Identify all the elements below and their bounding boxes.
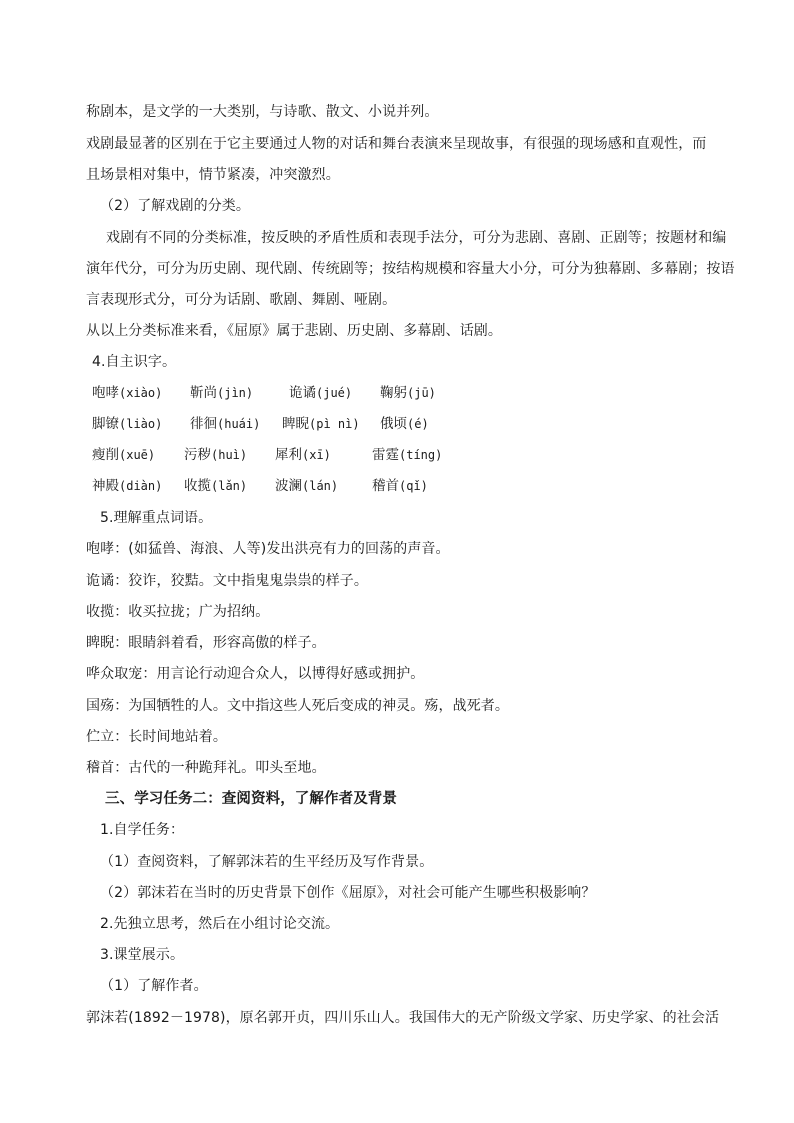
vocab-pinyin: (qǐ) xyxy=(399,479,428,493)
vocab-entry xyxy=(190,414,260,434)
presentation-step: 3.课堂展示。 xyxy=(100,947,185,963)
vocab-pinyin: (pì nì) xyxy=(309,417,360,431)
intro-line-3: 且场景相对集中，情节紧凑，冲突激烈。 xyxy=(86,167,340,183)
vocab-word: 神殿 xyxy=(92,478,119,494)
section-heading-task-2: 三、学习任务二：查阅资料，了解作者及背景 xyxy=(105,791,397,807)
intro-line-2: 戏剧最显著的区别在于它主要通过人物的对话和舞台表演来呈现故事，有很强的现场感和直观性，而 xyxy=(86,136,707,152)
vocab-word: 雷霆 xyxy=(372,447,399,463)
vocab-entry xyxy=(372,476,428,496)
vocab-entry xyxy=(184,445,247,465)
vocabulary-definition: 稽首：古代的一种跪拜礼。叩头至地。 xyxy=(86,760,326,776)
vocab-pinyin: (xuē) xyxy=(119,448,156,462)
vocab-word: 收揽 xyxy=(184,478,211,494)
vocab-entry xyxy=(92,445,155,465)
intro-line-1: 称剧本，是文学的一大类别，与诗歌、散文、小说并列。 xyxy=(86,104,439,120)
vocab-pinyin: (jué) xyxy=(316,386,353,400)
vocab-word: 鞠躬 xyxy=(380,385,407,401)
discussion-step: 2.先独立思考，然后在小组讨论交流。 xyxy=(100,916,340,932)
self-study-question-1: （1）查阅资料，了解郭沫若的生平经历及写作背景。 xyxy=(100,854,434,870)
vocabulary-definition: 咆哮：(如猛兽、海浪、人等)发出洪亮有力的回荡的声音。 xyxy=(86,541,450,557)
vocab-word: 徘徊 xyxy=(190,416,217,432)
vocab-word: 稽首 xyxy=(372,478,399,494)
vocab-word: 脚镣 xyxy=(92,416,119,432)
vocab-pinyin: (diàn) xyxy=(119,479,163,493)
vocab-entry xyxy=(275,445,331,465)
vocab-entry xyxy=(92,414,162,434)
self-study-heading: 1.自学任务： xyxy=(100,822,185,838)
vocab-entry xyxy=(380,414,429,434)
vocab-entry xyxy=(282,414,360,434)
vocab-pinyin: (liào) xyxy=(119,417,163,431)
vocabulary-definition: 伫立：长时间地站着。 xyxy=(86,729,227,745)
classification-paragraph-line-1: 戏剧有不同的分类标准，按反映的矛盾性质和表现手法分，可分为悲剧、喜剧、正剧等；按题材和编 xyxy=(106,230,727,246)
classification-paragraph-line-3: 言表现形式分，可分为话剧、歌剧、舞剧、哑剧。 xyxy=(86,292,397,308)
classification-heading: （2）了解戏剧的分类。 xyxy=(100,198,251,214)
vocab-word: 俄顷 xyxy=(380,416,407,432)
vocab-word: 犀利 xyxy=(275,447,302,463)
vocabulary-definition: 诡谲：狡诈，狡黠。文中指鬼鬼祟祟的样子。 xyxy=(86,573,368,589)
vocab-pinyin: (jū) xyxy=(407,386,436,400)
vocab-entry xyxy=(289,383,352,403)
vocab-entry xyxy=(92,476,162,496)
vocab-word: 波澜 xyxy=(275,478,302,494)
author-paragraph: 郭沫若(1892－1978)，原名郭开贞，四川乐山人。我国伟大的无产阶级文学家、历史学家、的社会活 xyxy=(86,1010,720,1026)
literacy-heading: 4.自主识字。 xyxy=(92,354,177,370)
vocabulary-definition: 国殇：为国牺牲的人。文中指这些人死后变成的神灵。殇，战死者。 xyxy=(86,698,509,714)
vocab-pinyin: (huì) xyxy=(211,448,248,462)
vocab-pinyin: (tíng) xyxy=(399,448,443,462)
vocab-entry xyxy=(275,476,338,496)
vocabulary-definition: 哗众取宠：用言论行动迎合众人，以博得好感或拥护。 xyxy=(86,666,425,682)
vocabulary-definition: 收揽：收买拉拢；广为招纳。 xyxy=(86,604,270,620)
vocab-entry xyxy=(380,383,436,403)
vocab-entry xyxy=(190,383,253,403)
author-heading: （1）了解作者。 xyxy=(100,978,208,994)
vocab-word: 污秽 xyxy=(184,447,211,463)
vocabulary-heading: 5.理解重点词语。 xyxy=(100,510,213,526)
vocab-pinyin: (xī) xyxy=(302,448,331,462)
vocab-entry xyxy=(92,383,162,403)
vocab-word: 靳尚 xyxy=(190,385,217,401)
vocab-word: 瘦削 xyxy=(92,447,119,463)
vocab-pinyin: (é) xyxy=(407,417,429,431)
classification-paragraph-line-2: 演年代分，可分为历史剧、现代剧、传统剧等；按结构规模和容量大小分，可分为独幕剧、多幕剧；按语 xyxy=(86,261,735,277)
vocab-pinyin: (lǎn) xyxy=(211,479,248,493)
vocab-word: 咆哮 xyxy=(92,385,119,401)
vocab-entry xyxy=(372,445,442,465)
vocab-pinyin: (lán) xyxy=(302,479,339,493)
vocab-pinyin: (jìn) xyxy=(217,386,254,400)
vocab-entry xyxy=(184,476,247,496)
vocab-word: 睥睨 xyxy=(282,416,309,432)
vocab-pinyin: (xiào) xyxy=(119,386,163,400)
classification-conclusion: 从以上分类标准来看，《屈原》属于悲剧、历史剧、多幕剧、话剧。 xyxy=(86,323,502,339)
vocab-pinyin: (huái) xyxy=(217,417,261,431)
vocab-word: 诡谲 xyxy=(289,385,316,401)
vocabulary-definition: 睥睨：眼睛斜着看，形容高傲的样子。 xyxy=(86,635,326,651)
self-study-question-2: （2）郭沫若在当时的历史背景下创作《屈原》，对社会可能产生哪些积极影响？ xyxy=(100,885,596,901)
